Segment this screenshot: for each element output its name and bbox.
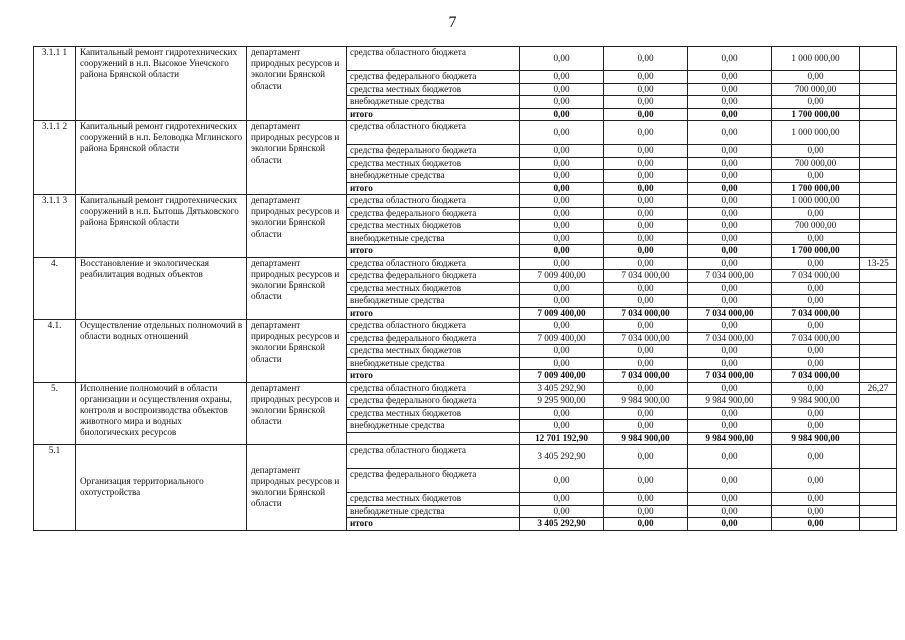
item-index: 3.1.1 3: [34, 195, 76, 258]
amount-v3: 0,00: [688, 469, 772, 493]
item-department: департамент природных ресурсов и экологии Брянской области: [247, 47, 347, 121]
item-name: Капитальный ремонт гидротехнических сооружений в н.п. Высокое Унечского района Брянской области: [76, 47, 247, 121]
amount-v2: 0,00: [604, 207, 688, 220]
indicator-ref-empty: [860, 395, 897, 408]
amount-v2: 9 984 900,00: [604, 395, 688, 408]
amount-v3: 0,00: [688, 493, 772, 506]
indicator-ref-empty: [860, 469, 897, 493]
amount-v2: 0,00: [604, 245, 688, 258]
amount-v1: 0,00: [520, 182, 604, 195]
item-name: Восстановление и экологическая реабилитация водных объектов: [76, 257, 247, 320]
amount-v1: 3 405 292,90: [520, 445, 604, 469]
amount-v1: 0,00: [520, 257, 604, 270]
funding-source: внебюджетные средства: [347, 170, 520, 183]
amount-v4: 0,00: [772, 257, 860, 270]
amount-v1: 0,00: [520, 232, 604, 245]
amount-v1: 0,00: [520, 145, 604, 158]
indicator-ref-empty: [860, 83, 897, 96]
amount-v3: 0,00: [688, 108, 772, 121]
indicator-ref-empty: [860, 96, 897, 109]
amount-v3: 0,00: [688, 420, 772, 433]
funding-source: внебюджетные средства: [347, 232, 520, 245]
indicator-ref-empty: [860, 505, 897, 518]
amount-v4: 0,00: [772, 71, 860, 84]
amount-v3: 0,00: [688, 345, 772, 358]
amount-v4: 1 000 000,00: [772, 47, 860, 71]
amount-v2: 0,00: [604, 282, 688, 295]
amount-v4: 0,00: [772, 96, 860, 109]
amount-v3: 7 034 000,00: [688, 307, 772, 320]
amount-v3: 0,00: [688, 182, 772, 195]
amount-v1: 0,00: [520, 320, 604, 333]
amount-v2: 0,00: [604, 145, 688, 158]
amount-v3: 0,00: [688, 282, 772, 295]
funding-source: внебюджетные средства: [347, 505, 520, 518]
amount-v2: 7 034 000,00: [604, 270, 688, 283]
indicator-ref-empty: [860, 307, 897, 320]
amount-v1: 0,00: [520, 282, 604, 295]
amount-v3: 0,00: [688, 445, 772, 469]
amount-v4: 0,00: [772, 382, 860, 395]
funding-source: средства федерального бюджета: [347, 71, 520, 84]
amount-v3: 0,00: [688, 47, 772, 71]
amount-v4: 7 034 000,00: [772, 307, 860, 320]
funding-source: средства местных бюджетов: [347, 157, 520, 170]
indicator-ref-empty: [860, 245, 897, 258]
amount-v3: 9 984 900,00: [688, 395, 772, 408]
funding-source: внебюджетные средства: [347, 357, 520, 370]
amount-v2: 9 984 900,00: [604, 432, 688, 445]
indicator-ref-empty: [860, 407, 897, 420]
amount-v4: 0,00: [772, 207, 860, 220]
amount-v1: 0,00: [520, 420, 604, 433]
amount-v3: 0,00: [688, 295, 772, 308]
amount-v1: 0,00: [520, 505, 604, 518]
amount-v4: 0,00: [772, 170, 860, 183]
indicator-ref-empty: [860, 170, 897, 183]
amount-v1: 0,00: [520, 195, 604, 208]
funding-source: средства областного бюджета: [347, 445, 520, 469]
indicator-ref-empty: [860, 108, 897, 121]
budget-table: [33, 46, 897, 531]
funding-source: внебюджетные средства: [347, 420, 520, 433]
funding-source: средства местных бюджетов: [347, 345, 520, 358]
indicator-ref-empty: [860, 420, 897, 433]
amount-v1: 9 295 900,00: [520, 395, 604, 408]
item-department: департамент природных ресурсов и экологии Брянской области: [247, 195, 347, 258]
funding-source: средства федерального бюджета: [347, 332, 520, 345]
amount-v2: 0,00: [604, 170, 688, 183]
indicator-ref-empty: [860, 345, 897, 358]
item-department: департамент природных ресурсов и экологии Брянской области: [247, 257, 347, 320]
funding-source: средства местных бюджетов: [347, 83, 520, 96]
indicator-ref-empty: [860, 518, 897, 531]
indicator-ref-empty: [860, 220, 897, 233]
amount-v4: 0,00: [772, 518, 860, 531]
amount-v4: 1 000 000,00: [772, 195, 860, 208]
amount-v2: 0,00: [604, 407, 688, 420]
amount-v3: 0,00: [688, 505, 772, 518]
amount-v2: 7 034 000,00: [604, 307, 688, 320]
amount-v3: 7 034 000,00: [688, 370, 772, 383]
amount-v2: 0,00: [604, 220, 688, 233]
item-name: Капитальный ремонт гидротехнических сооружений в н.п. Беловодка Мглинского района Брянской области: [76, 121, 247, 195]
funding-source: средства федерального бюджета: [347, 145, 520, 158]
table-row: [34, 257, 897, 270]
amount-v1: 0,00: [520, 407, 604, 420]
indicator-ref-empty: [860, 270, 897, 283]
amount-v2: 0,00: [604, 295, 688, 308]
amount-v4: 0,00: [772, 345, 860, 358]
amount-v3: 0,00: [688, 121, 772, 145]
amount-v4: 0,00: [772, 407, 860, 420]
funding-source: средства федерального бюджета: [347, 395, 520, 408]
table-row: [34, 320, 897, 333]
item-department: департамент природных ресурсов и экологии Брянской области: [247, 320, 347, 383]
amount-v3: 0,00: [688, 320, 772, 333]
amount-v2: 0,00: [604, 47, 688, 71]
item-name: Исполнение полномочий в области организации и осуществления охраны, контроля и воспроизводства объектов животного мира и водных биологических ресурсов: [76, 382, 247, 445]
amount-v1: 0,00: [520, 357, 604, 370]
amount-v1: 3 405 292,90: [520, 518, 604, 531]
amount-v4: 0,00: [772, 320, 860, 333]
amount-v3: 0,00: [688, 245, 772, 258]
amount-v3: 0,00: [688, 407, 772, 420]
item-department: департамент природных ресурсов и экологии Брянской области: [247, 121, 347, 195]
amount-v2: 0,00: [604, 505, 688, 518]
amount-v2: 0,00: [604, 257, 688, 270]
amount-v2: 0,00: [604, 71, 688, 84]
amount-v4: 1 700 000,00: [772, 182, 860, 195]
item-index: 3.1.1 2: [34, 121, 76, 195]
funding-source: средства областного бюджета: [347, 195, 520, 208]
funding-source: итого: [347, 307, 520, 320]
funding-source: средства местных бюджетов: [347, 407, 520, 420]
amount-v1: 7 009 400,00: [520, 307, 604, 320]
amount-v1: 7 009 400,00: [520, 270, 604, 283]
amount-v3: 7 034 000,00: [688, 332, 772, 345]
funding-source: средства местных бюджетов: [347, 493, 520, 506]
funding-source: средства областного бюджета: [347, 47, 520, 71]
amount-v1: 0,00: [520, 245, 604, 258]
amount-v2: 0,00: [604, 121, 688, 145]
amount-v4: 700 000,00: [772, 220, 860, 233]
amount-v1: 0,00: [520, 83, 604, 96]
funding-source: внебюджетные средства: [347, 295, 520, 308]
indicator-ref-empty: [860, 157, 897, 170]
amount-v4: 1 700 000,00: [772, 108, 860, 121]
amount-v4: 7 034 000,00: [772, 370, 860, 383]
amount-v4: 9 984 900,00: [772, 395, 860, 408]
amount-v1: 0,00: [520, 170, 604, 183]
amount-v1: 0,00: [520, 47, 604, 71]
amount-v1: 0,00: [520, 345, 604, 358]
amount-v3: 9 984 900,00: [688, 432, 772, 445]
item-department: департамент природных ресурсов и экологии Брянской области: [247, 445, 347, 531]
amount-v1: 0,00: [520, 493, 604, 506]
amount-v1: 7 009 400,00: [520, 370, 604, 383]
amount-v1: 0,00: [520, 469, 604, 493]
item-name: Организация территориального охотустройства: [76, 445, 247, 531]
amount-v4: 0,00: [772, 420, 860, 433]
funding-source: средства областного бюджета: [347, 121, 520, 145]
amount-v4: 700 000,00: [772, 83, 860, 96]
amount-v3: 0,00: [688, 220, 772, 233]
amount-v1: 12 701 192,90: [520, 432, 604, 445]
amount-v3: 0,00: [688, 157, 772, 170]
amount-v3: 0,00: [688, 96, 772, 109]
amount-v3: 0,00: [688, 232, 772, 245]
amount-v3: 7 034 000,00: [688, 270, 772, 283]
indicator-ref: [860, 195, 897, 208]
indicator-ref: 26,27: [860, 382, 897, 395]
amount-v4: 0,00: [772, 469, 860, 493]
amount-v1: 0,00: [520, 220, 604, 233]
amount-v1: 0,00: [520, 207, 604, 220]
indicator-ref: [860, 121, 897, 145]
indicator-ref-empty: [860, 357, 897, 370]
amount-v3: 0,00: [688, 382, 772, 395]
amount-v2: 0,00: [604, 469, 688, 493]
indicator-ref: [860, 47, 897, 71]
amount-v4: 0,00: [772, 505, 860, 518]
funding-source: средства федерального бюджета: [347, 207, 520, 220]
indicator-ref-empty: [860, 71, 897, 84]
amount-v3: 0,00: [688, 195, 772, 208]
funding-source: итого: [347, 182, 520, 195]
indicator-ref-empty: [860, 182, 897, 195]
amount-v3: 0,00: [688, 145, 772, 158]
amount-v1: 7 009 400,00: [520, 332, 604, 345]
amount-v2: 0,00: [604, 518, 688, 531]
amount-v4: 1 000 000,00: [772, 121, 860, 145]
amount-v2: 0,00: [604, 232, 688, 245]
amount-v2: 0,00: [604, 320, 688, 333]
funding-source: итого: [347, 518, 520, 531]
item-index: 5.: [34, 382, 76, 445]
indicator-ref-empty: [860, 145, 897, 158]
amount-v2: 0,00: [604, 108, 688, 121]
amount-v1: 0,00: [520, 108, 604, 121]
indicator-ref-empty: [860, 493, 897, 506]
item-index: 4.1.: [34, 320, 76, 383]
amount-v4: 1 700 000,00: [772, 245, 860, 258]
amount-v4: 0,00: [772, 295, 860, 308]
amount-v3: 0,00: [688, 83, 772, 96]
amount-v4: 9 984 900,00: [772, 432, 860, 445]
table-row: [34, 445, 897, 469]
amount-v4: 7 034 000,00: [772, 270, 860, 283]
amount-v2: 0,00: [604, 493, 688, 506]
item-index: 3.1.1 1: [34, 47, 76, 121]
amount-v2: 0,00: [604, 157, 688, 170]
amount-v3: 0,00: [688, 71, 772, 84]
amount-v4: 0,00: [772, 145, 860, 158]
funding-source: средства федерального бюджета: [347, 270, 520, 283]
amount-v2: 0,00: [604, 83, 688, 96]
amount-v3: 0,00: [688, 357, 772, 370]
item-name: Осуществление отдельных полномочий в области водных отношений: [76, 320, 247, 383]
amount-v3: 0,00: [688, 170, 772, 183]
amount-v4: 0,00: [772, 232, 860, 245]
funding-source: средства областного бюджета: [347, 257, 520, 270]
amount-v2: 0,00: [604, 445, 688, 469]
item-name: Капитальный ремонт гидротехнических сооружений в н.п. Бытошь Дятьковского района Брянской области: [76, 195, 247, 258]
amount-v2: 0,00: [604, 357, 688, 370]
amount-v3: 0,00: [688, 257, 772, 270]
amount-v2: 0,00: [604, 96, 688, 109]
indicator-ref-empty: [860, 295, 897, 308]
indicator-ref: [860, 320, 897, 333]
amount-v3: 0,00: [688, 518, 772, 531]
funding-source: внебюджетные средства: [347, 96, 520, 109]
indicator-ref-empty: [860, 232, 897, 245]
amount-v2: 0,00: [604, 382, 688, 395]
amount-v2: 7 034 000,00: [604, 370, 688, 383]
amount-v1: 0,00: [520, 71, 604, 84]
table-row: [34, 121, 897, 145]
amount-v2: 0,00: [604, 195, 688, 208]
page-number: 7: [448, 14, 457, 31]
amount-v4: 7 034 000,00: [772, 332, 860, 345]
amount-v2: 7 034 000,00: [604, 332, 688, 345]
funding-source: средства областного бюджета: [347, 382, 520, 395]
amount-v4: 0,00: [772, 445, 860, 469]
amount-v2: 0,00: [604, 420, 688, 433]
amount-v1: 0,00: [520, 157, 604, 170]
item-department: департамент природных ресурсов и экологии Брянской области: [247, 382, 347, 445]
amount-v4: 0,00: [772, 282, 860, 295]
amount-v4: 0,00: [772, 357, 860, 370]
funding-source: средства местных бюджетов: [347, 282, 520, 295]
amount-v2: 0,00: [604, 345, 688, 358]
item-index: 4.: [34, 257, 76, 320]
amount-v1: 0,00: [520, 96, 604, 109]
amount-v1: 0,00: [520, 295, 604, 308]
indicator-ref-empty: [860, 370, 897, 383]
indicator-ref: [860, 445, 897, 469]
indicator-ref-empty: [860, 332, 897, 345]
item-index: 5.1: [34, 445, 76, 531]
amount-v1: 3 405 292,90: [520, 382, 604, 395]
indicator-ref-empty: [860, 432, 897, 445]
funding-source: итого: [347, 108, 520, 121]
amount-v4: 700 000,00: [772, 157, 860, 170]
amount-v3: 0,00: [688, 207, 772, 220]
funding-source: итого: [347, 245, 520, 258]
funding-source: средства областного бюджета: [347, 320, 520, 333]
amount-v1: 0,00: [520, 121, 604, 145]
table-row: [34, 382, 897, 395]
indicator-ref: 13-25: [860, 257, 897, 270]
indicator-ref-empty: [860, 282, 897, 295]
table-row: [34, 195, 897, 208]
table-row: [34, 47, 897, 71]
funding-source: средства местных бюджетов: [347, 220, 520, 233]
funding-source: [347, 432, 520, 445]
amount-v4: 0,00: [772, 493, 860, 506]
indicator-ref-empty: [860, 207, 897, 220]
funding-source: итого: [347, 370, 520, 383]
funding-source: средства федерального бюджета: [347, 469, 520, 493]
amount-v2: 0,00: [604, 182, 688, 195]
